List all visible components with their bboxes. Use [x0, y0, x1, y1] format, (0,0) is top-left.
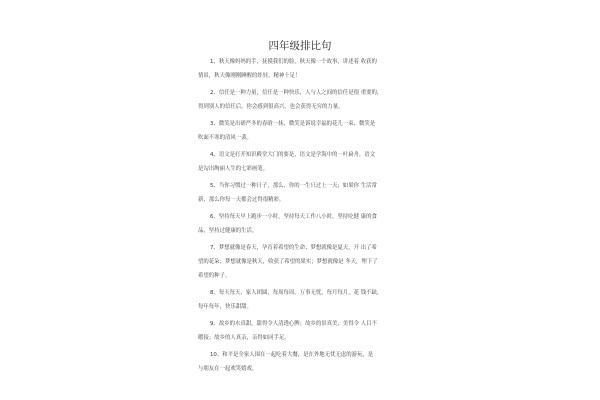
document-title: 四年级排比句 [268, 40, 332, 52]
paragraph-line: 是勾出绚丽人生的七彩画笔。 [198, 166, 269, 172]
paragraph-9 [198, 317, 408, 345]
paragraph-line: 与朋友在一起欢笑嬉戏。 [198, 366, 258, 372]
paragraph-2 [198, 86, 408, 114]
paragraph-line: 新，那么你每一天都会过得很精彩。 [198, 197, 285, 203]
paragraph-line: 6、坚持每天早上跑步一小时，坚持每天工作八小时，坚持吃健 康的食 [210, 214, 377, 220]
paragraph-line: 9、故乡的水真甜，甜得令人清透心脾；故乡的景真美，美得令 人目不 [210, 321, 377, 327]
paragraph-5 [198, 179, 408, 207]
paragraph-line: 希望的种子。 [198, 273, 231, 279]
paragraph-6 [198, 210, 408, 238]
paragraph-10 [198, 348, 408, 376]
paragraph-line: 品，坚持过健康的生活。 [198, 228, 258, 234]
paragraph-1 [198, 55, 408, 83]
paragraph-7 [198, 241, 408, 283]
paragraph-line: 7、梦想就像是春天，孕育着希望的生命；梦想就像是夏天，开 出了希 [210, 245, 377, 251]
paragraph-line: 情景，秋天像刚刚睡醒的娃娃，精神十足！ [198, 73, 301, 79]
paragraph-line: 8、每天每天，家人团圆，每周每周，万事无忧，每月每月，花 钱不缺， [210, 290, 383, 296]
paragraph-line: 吹面不寒的清风一袭。 [198, 135, 252, 141]
paragraph-line: 10、和平是全家人围在一起吃着大餐，是在外地无忧无虑的游玩，是 [210, 352, 374, 358]
paragraph-line: 1、秋天像妈妈的手，抚摸我们的脸，秋天像一个故事，讲述着 收获的 [210, 59, 377, 65]
paragraph-line: 4、语文是打开知识殿堂大门的要是，语文是学海中的一叶扁舟，语文 [210, 152, 376, 158]
paragraph-line: 2、信任是一种力量，信任是一种快乐，人与人之间的信任是很 重要的， [210, 90, 383, 96]
paragraph-8 [198, 286, 408, 314]
paragraph-line: 每年每年，快乐甜甜。 [198, 304, 252, 310]
paragraph-line: 望的花朵；梦想就像是秋天，收获了希望的果实；梦想就像是 冬天，埋下了 [198, 259, 378, 265]
paragraph-4 [198, 148, 408, 176]
paragraph-3 [198, 117, 408, 145]
paragraph-line: 暇接；故乡的人真亲，亲得如同手足。 [198, 335, 290, 341]
paragraph-line: 3、微笑是出磋严冬的春晗一抹，微笑是诉说幸福的花儿一束，微笑是 [210, 121, 376, 127]
paragraph-line: 得到别人的信任后，你会感到很高兴，也会获得无穷的力量。 [198, 104, 344, 110]
paragraph-line: 5、当你习惯过一种日子，那么，你的一生只过上一天；如果你 生活常 [210, 183, 377, 189]
